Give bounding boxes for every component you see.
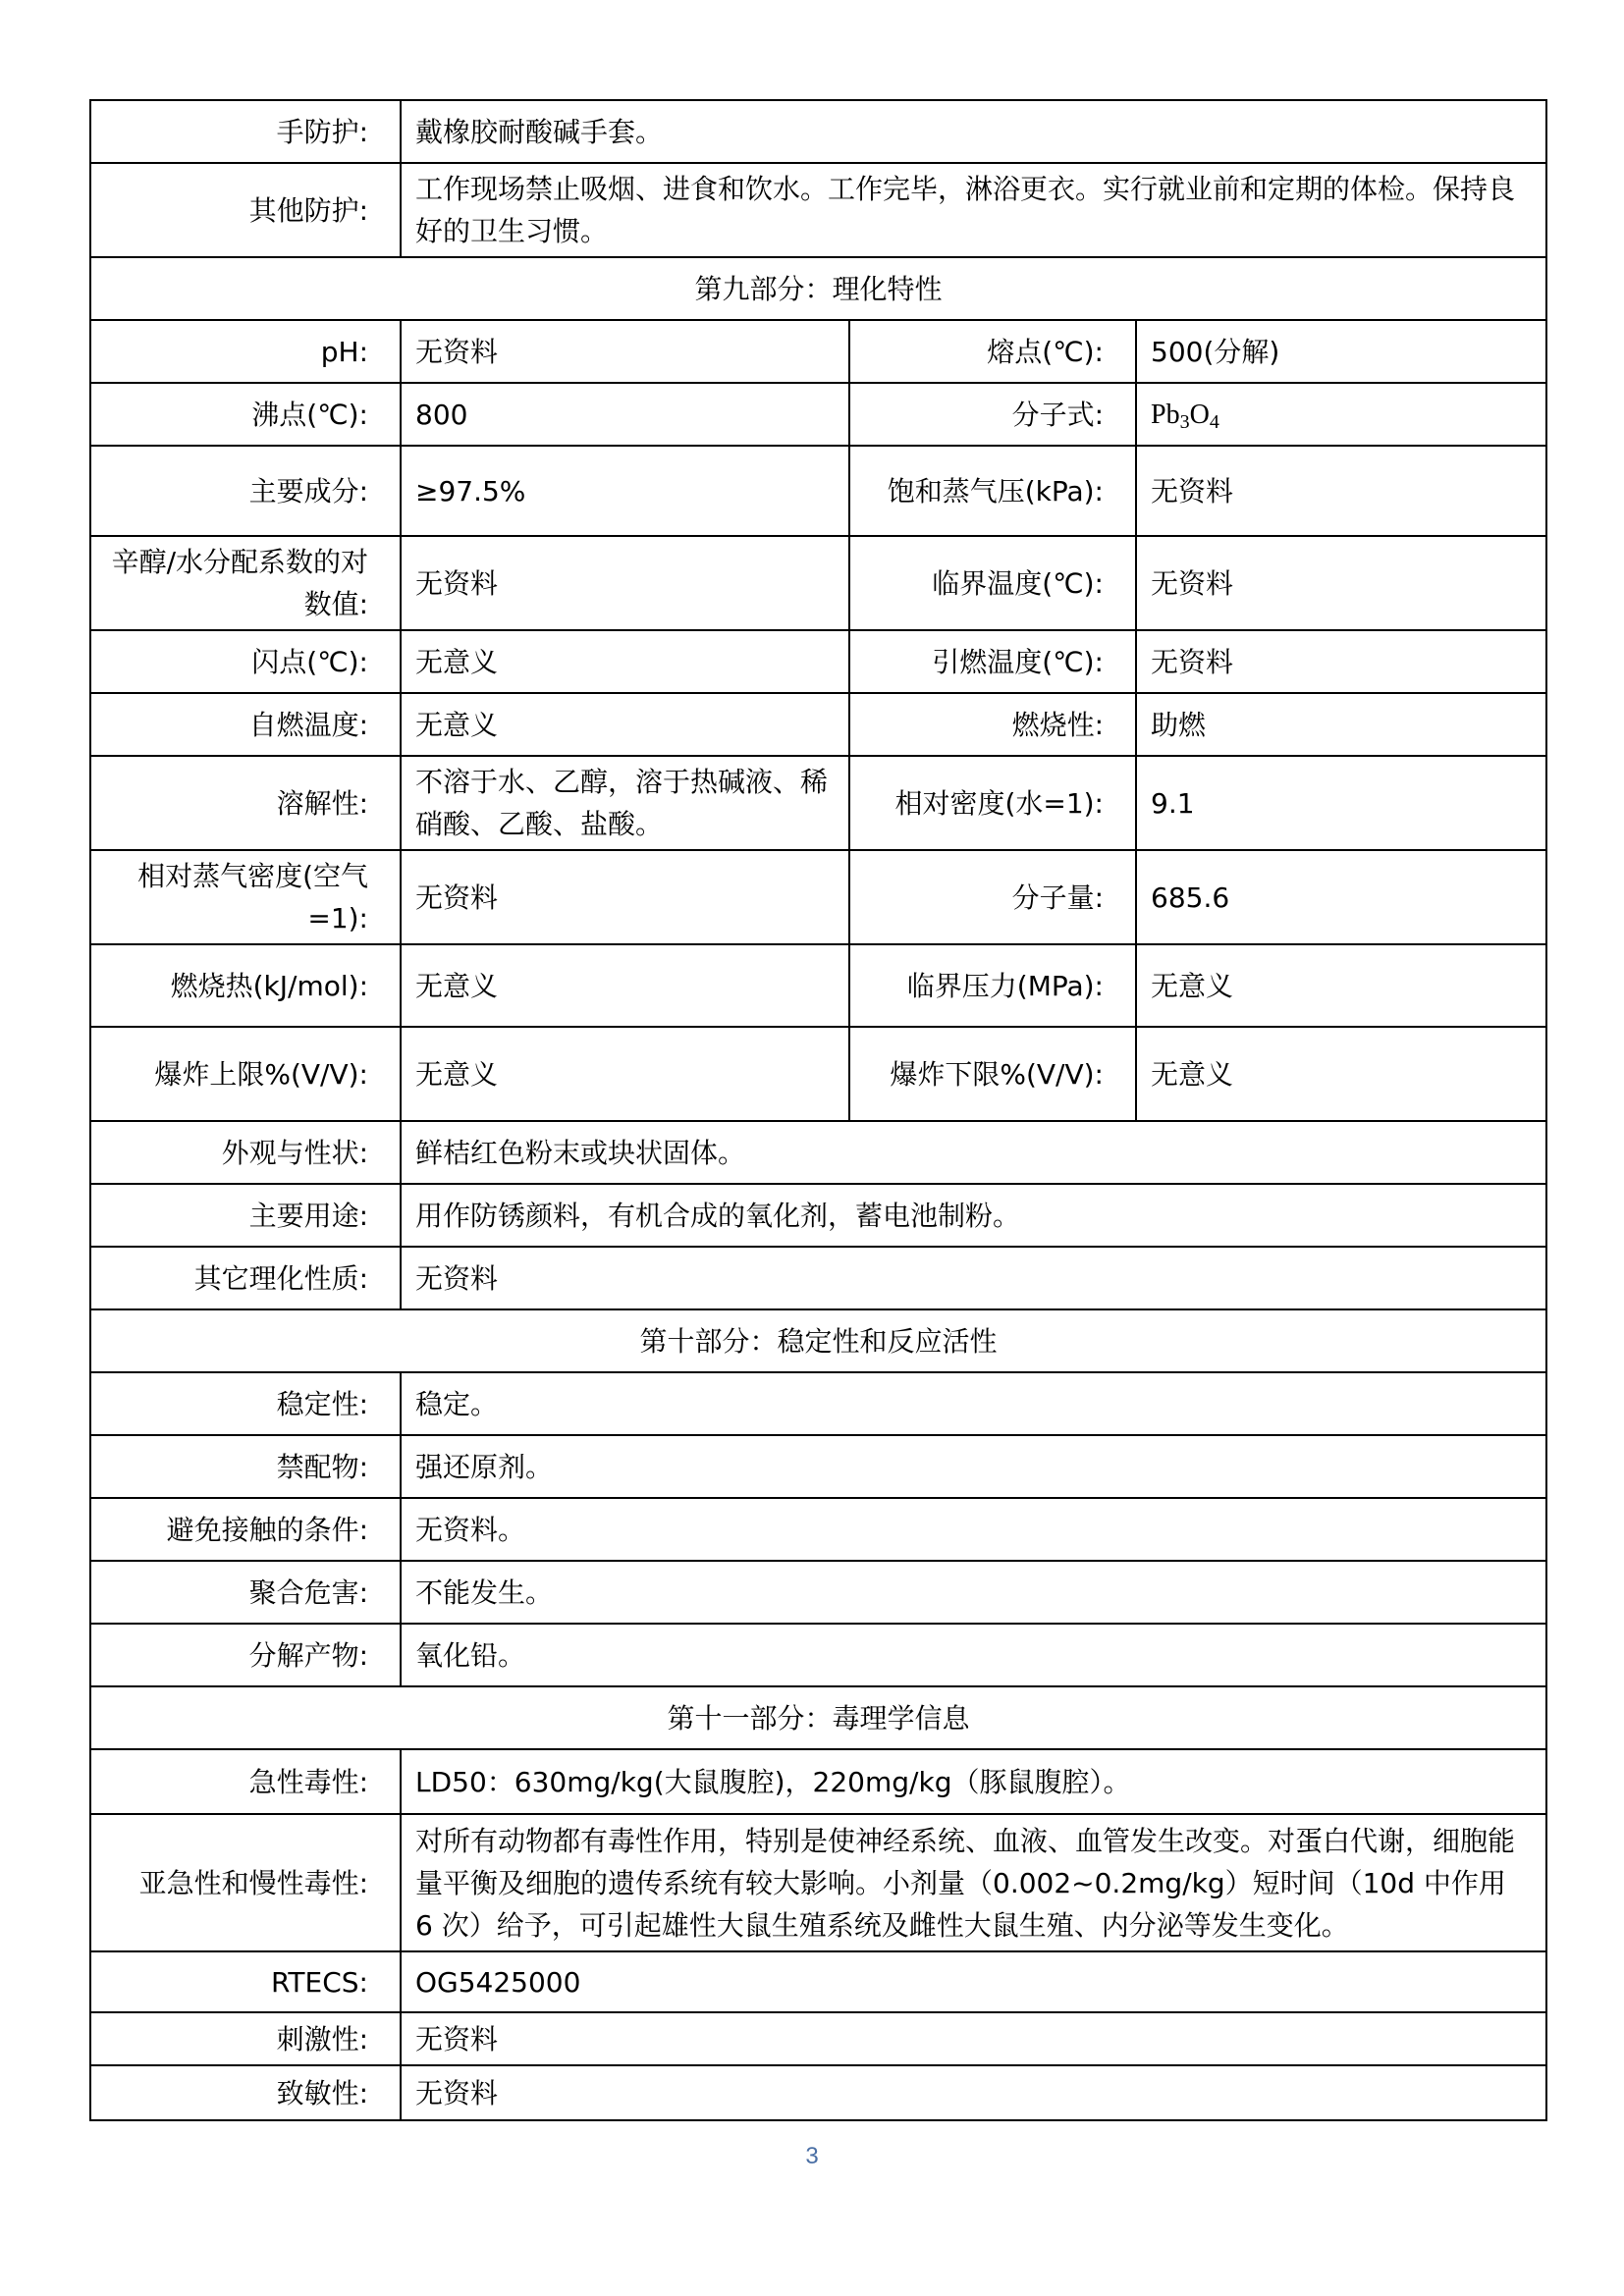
flash-point-label: 闪点(℃):	[90, 630, 401, 693]
irritation-label: 刺激性:	[90, 2012, 401, 2065]
formula-sub-oxygen: 4	[1209, 410, 1219, 433]
table-row	[90, 536, 1546, 630]
stability-value: 稳定。	[401, 1372, 1546, 1435]
boiling-point-value: 800	[401, 383, 849, 446]
lower-explosive-limit-value: 无意义	[1136, 1027, 1546, 1121]
table-row	[90, 1372, 1546, 1435]
formula-oxygen: O	[1189, 399, 1210, 430]
msds-table	[89, 99, 1547, 2121]
table-row	[90, 383, 1546, 446]
avoid-conditions-label: 避免接触的条件:	[90, 1498, 401, 1561]
table-row	[90, 1184, 1546, 1247]
stability-label: 稳定性:	[90, 1372, 401, 1435]
table-row	[90, 100, 1546, 163]
table-row	[90, 756, 1546, 850]
partition-coefficient-value: 无资料	[401, 536, 849, 630]
table-row	[90, 630, 1546, 693]
chronic-toxicity-value: 对所有动物都有毒性作用，特别是使神经系统、血液、血管发生改变。对蛋白代谢，细胞能量平衡及细胞的遗传系统有较大影响。小剂量（0.002~0.2mg/kg）短时间（10d 中作用 6 次）给予，可引起雄性大鼠生殖系统及雌性大鼠生殖、内分泌等发生变化。	[401, 1814, 1546, 1951]
table-row	[90, 944, 1546, 1027]
vapor-pressure-value: 无资料	[1136, 446, 1546, 536]
heat-of-combustion-label: 燃烧热(kJ/mol):	[90, 944, 401, 1027]
ph-label: pH:	[90, 320, 401, 383]
melting-point-label: 熔点(℃):	[849, 320, 1136, 383]
section-header-row	[90, 1309, 1546, 1372]
table-row	[90, 446, 1546, 536]
section-header-row	[90, 257, 1546, 320]
table-row	[90, 1121, 1546, 1184]
ignition-temperature-value: 无资料	[1136, 630, 1546, 693]
critical-pressure-value: 无意义	[1136, 944, 1546, 1027]
table-row	[90, 1814, 1546, 1951]
formula-lead: Pb	[1151, 399, 1180, 430]
appearance-label: 外观与性状:	[90, 1121, 401, 1184]
avoid-conditions-value: 无资料。	[401, 1498, 1546, 1561]
page-number: 3	[805, 2143, 819, 2169]
table-row	[90, 1498, 1546, 1561]
critical-temperature-label: 临界温度(℃):	[849, 536, 1136, 630]
upper-explosive-limit-value: 无意义	[401, 1027, 849, 1121]
section10-title: 第十部分：稳定性和反应活性	[90, 1309, 1546, 1372]
melting-point-value: 500(分解)	[1136, 320, 1546, 383]
incompatible-value: 强还原剂。	[401, 1435, 1546, 1498]
flash-point-value: 无意义	[401, 630, 849, 693]
appearance-value: 鲜桔红色粉末或块状固体。	[401, 1121, 1546, 1184]
upper-explosive-limit-label: 爆炸上限%(V/V):	[90, 1027, 401, 1121]
solubility-value: 不溶于水、乙醇，溶于热碱液、稀硝酸、乙酸、盐酸。	[401, 756, 849, 850]
relative-density-label: 相对密度(水=1):	[849, 756, 1136, 850]
rtecs-label: RTECS:	[90, 1951, 401, 2012]
main-use-value: 用作防锈颜料，有机合成的氧化剂，蓄电池制粉。	[401, 1184, 1546, 1247]
molecular-weight-value: 685.6	[1136, 850, 1546, 944]
table-row	[90, 163, 1546, 257]
sensitization-value: 无资料	[401, 2065, 1546, 2120]
table-row	[90, 2065, 1546, 2120]
table-row	[90, 1027, 1546, 1121]
polymerization-hazard-label: 聚合危害:	[90, 1561, 401, 1624]
section9-title: 第九部分：理化特性	[90, 257, 1546, 320]
decomposition-products-label: 分解产物:	[90, 1624, 401, 1686]
molecular-weight-label: 分子量:	[849, 850, 1136, 944]
decomposition-products-value: 氧化铅。	[401, 1624, 1546, 1686]
relative-vapor-density-value: 无资料	[401, 850, 849, 944]
polymerization-hazard-value: 不能发生。	[401, 1561, 1546, 1624]
flammability-value: 助燃	[1136, 693, 1546, 756]
autoignition-value: 无意义	[401, 693, 849, 756]
autoignition-label: 自燃温度:	[90, 693, 401, 756]
boiling-point-label: 沸点(℃):	[90, 383, 401, 446]
hand-protection-label: 手防护:	[90, 100, 401, 163]
table-row	[90, 320, 1546, 383]
partition-coefficient-label: 辛醇/水分配系数的对数值:	[90, 536, 401, 630]
heat-of-combustion-value: 无意义	[401, 944, 849, 1027]
table-row	[90, 850, 1546, 944]
formula-sub-lead: 3	[1179, 410, 1190, 433]
irritation-value: 无资料	[401, 2012, 1546, 2065]
other-protection-label: 其他防护:	[90, 163, 401, 257]
other-protection-value: 工作现场禁止吸烟、进食和饮水。工作完毕，淋浴更衣。实行就业前和定期的体检。保持良好的卫生习惯。	[401, 163, 1546, 257]
main-use-label: 主要用途:	[90, 1184, 401, 1247]
other-properties-value: 无资料	[401, 1247, 1546, 1309]
other-properties-label: 其它理化性质:	[90, 1247, 401, 1309]
section-header-row	[90, 1686, 1546, 1749]
rtecs-value: OG5425000	[401, 1951, 1546, 2012]
section11-title: 第十一部分：毒理学信息	[90, 1686, 1546, 1749]
flammability-label: 燃烧性:	[849, 693, 1136, 756]
table-row	[90, 1435, 1546, 1498]
molecular-formula-value	[1136, 383, 1546, 446]
table-row	[90, 693, 1546, 756]
hand-protection-value: 戴橡胶耐酸碱手套。	[401, 100, 1546, 163]
main-component-value: ≥97.5%	[401, 446, 849, 536]
solubility-label: 溶解性:	[90, 756, 401, 850]
table-row	[90, 2012, 1546, 2065]
molecular-formula-label: 分子式:	[849, 383, 1136, 446]
critical-pressure-label: 临界压力(MPa):	[849, 944, 1136, 1027]
acute-toxicity-label: 急性毒性:	[90, 1749, 401, 1814]
table-row	[90, 1561, 1546, 1624]
lower-explosive-limit-label: 爆炸下限%(V/V):	[849, 1027, 1136, 1121]
ignition-temperature-label: 引燃温度(℃):	[849, 630, 1136, 693]
relative-density-value: 9.1	[1136, 756, 1546, 850]
table-row	[90, 1951, 1546, 2012]
acute-toxicity-value: LD50：630mg/kg(大鼠腹腔)，220mg/kg（豚鼠腹腔）。	[401, 1749, 1546, 1814]
sensitization-label: 致敏性:	[90, 2065, 401, 2120]
main-component-label: 主要成分:	[90, 446, 401, 536]
vapor-pressure-label: 饱和蒸气压(kPa):	[849, 446, 1136, 536]
table-row	[90, 1624, 1546, 1686]
critical-temperature-value: 无资料	[1136, 536, 1546, 630]
incompatible-label: 禁配物:	[90, 1435, 401, 1498]
relative-vapor-density-label: 相对蒸气密度(空气=1):	[90, 850, 401, 944]
table-row	[90, 1247, 1546, 1309]
ph-value: 无资料	[401, 320, 849, 383]
table-row	[90, 1749, 1546, 1814]
chronic-toxicity-label: 亚急性和慢性毒性:	[90, 1814, 401, 1951]
